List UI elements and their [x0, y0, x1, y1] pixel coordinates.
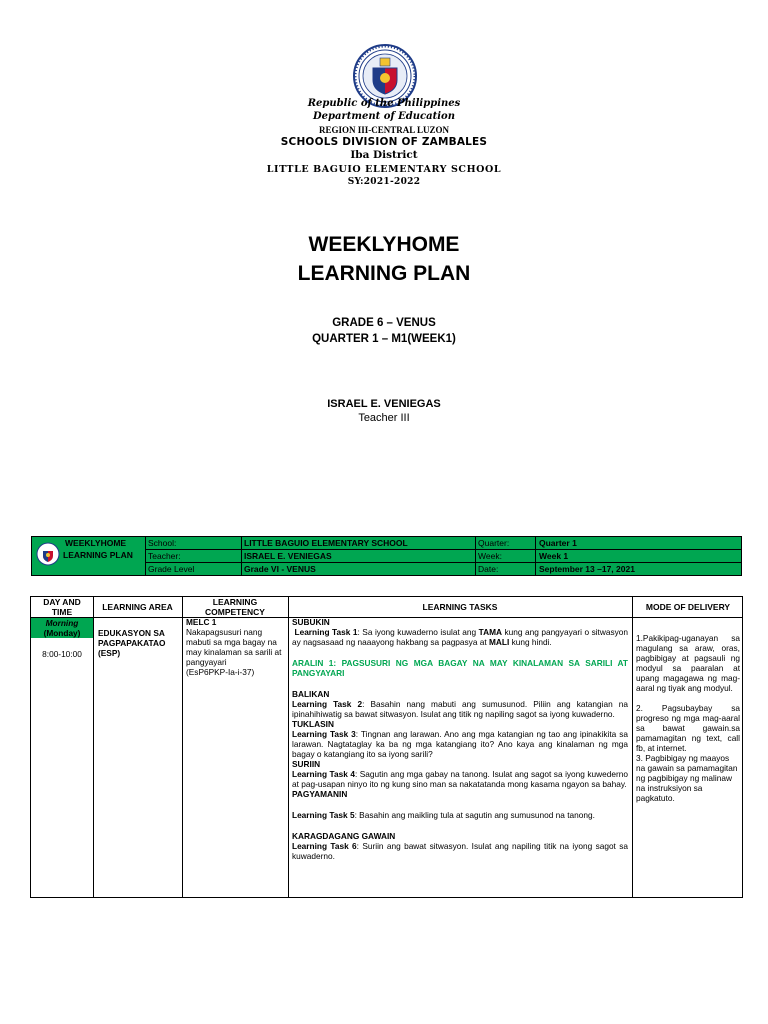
grade-text: GRADE 6 – VENUS	[332, 317, 436, 329]
task3-body: : Tingnan ang larawan. Ano ang mga katangian ng tao ang ipinakikita sa larawan. Nagtataglay ka ba ng mga katangiang ito? Ano kaya ang kinalaman ng mga bagay o katangiang ito sa iyong sarili?	[292, 729, 628, 759]
date-label: Date:	[478, 564, 499, 574]
task1-tama: TAMA	[478, 627, 502, 637]
school-value: LITTLE BAGUIO ELEMENTARY SCHOOL	[244, 538, 408, 548]
competency-ref: (EsP6PKP-Ia-i-37)	[186, 667, 255, 677]
task1-part-c: kung hindi.	[509, 637, 552, 647]
day-text: (Monday)	[43, 628, 81, 638]
region-text: REGION III-CENTRAL LUZON	[318, 125, 450, 135]
mode-of-delivery-cell	[636, 633, 740, 803]
header-competency-line1: LEARNING	[212, 597, 258, 607]
task2-body: : Basahin nang mabuti ang sumusunod. Piliin ang katangian na ipinahihiwatig sa bawat sitwasyon. Isulat ang titik ng napiling sagot sa iyong kuwaderno.	[292, 699, 628, 719]
school-year-text: SY:2021-2022	[347, 177, 421, 187]
school-name-text: LITTLE BAGUIO ELEMENTARY SCHOOL	[266, 164, 502, 175]
task3-label: Learning Task 3	[292, 729, 356, 739]
task5-label: Learning Task 5	[292, 810, 355, 820]
competency-code: MELC 1	[186, 617, 217, 627]
task5-body: : Basahin ang maikling tula at sagutin ang sumusunod na tanong.	[354, 810, 595, 820]
task4-text	[292, 769, 628, 789]
task4-body: : Sagutin ang mga gabay na tanong. Isulat ang sagot sa iyong kuwederno at pag-usapan ninyo ito ng kung sino man sa nakatatanda mong kasama ngayon sa bahay.	[292, 769, 628, 789]
republic-text: Republic of the Philippines	[307, 98, 461, 109]
pagyamanin-heading: PAGYAMANIN	[292, 789, 348, 799]
area-line3: (ESP)	[98, 648, 121, 658]
header-day-time-line1: DAY AND	[43, 597, 81, 607]
quarter-text: QUARTER 1 – M1(WEEK1)	[312, 333, 456, 345]
header-learning-tasks: LEARNING TASKS	[422, 602, 498, 612]
balikan-heading: BALIKAN	[292, 689, 330, 699]
teacher-name: ISRAEL E. VENIEGAS	[327, 398, 441, 410]
week-value: Week 1	[539, 551, 569, 561]
quarter-value: Quarter 1	[539, 538, 577, 548]
task2-text	[292, 699, 628, 719]
task1-part-a: : Sa iyong kuwaderno isulat ang	[357, 627, 479, 637]
quarter-label: Quarter:	[478, 538, 510, 548]
task4-label: Learning Task 4	[292, 769, 355, 779]
teacher-value: ISRAEL E. VENIEGAS	[244, 551, 332, 561]
task3-text	[292, 729, 628, 759]
deped-seal-small-logo	[36, 542, 60, 566]
aralin-heading: ARALIN 1: PAGSUSURI NG MGA BAGAY NA MAY KINALAMAN SA SARILI AT PANGYAYARI	[292, 658, 628, 678]
time-text: 8:00-10:00	[42, 649, 82, 659]
task5-text	[292, 810, 628, 820]
task2-label: Learning Task 2	[292, 699, 363, 709]
department-text: Department of Education	[313, 111, 455, 122]
division-text: SCHOOLS DIVISION OF ZAMBALES	[280, 136, 488, 148]
delivery-item-3: 3. Pagbibigay ng maayos na gawain sa pamamagitan ng pagbibigay ng malinaw na instruksiyon sa pagkatuto.	[636, 753, 738, 803]
task1-part-b: kung ang pangyayari o sitwasyon ay nagsasaad ng naaayong hakbang sa pagpasya at	[292, 627, 628, 647]
grade-level-value: Grade VI - VENUS	[244, 564, 316, 574]
learning-plan-table	[30, 596, 743, 898]
teacher-label: Teacher:	[148, 551, 181, 561]
school-label: School:	[148, 538, 177, 548]
learning-area-text	[98, 628, 182, 658]
title-line-1: WEEKLYHOME	[308, 233, 460, 256]
tuklasin-heading: TUKLASIN	[292, 719, 334, 729]
header-learning-competency	[182, 597, 288, 617]
task1-label: Learning Task 1	[294, 627, 358, 637]
delivery-item-2: 2. Pagsubaybay sa progreso ng mga mag-aaral sa bawat gawain.sa pamamagitan ng text, call fb, at internet.	[636, 703, 740, 753]
competency-text: Nakapagsusuri nang mabuti sa mga bagay na may kinalaman sa sarili at pangyayari	[186, 627, 282, 667]
header-learning-area: LEARNING AREA	[102, 602, 173, 612]
delivery-item-1: 1.Pakikipag-uganayan sa magulang sa araw, oras, pagbibigay at pagsauli ng modyul sa paaralan at upang magagawa ng mag-aaral ng tiyak ang modyul.	[636, 633, 740, 693]
plan-label-2: LEARNING PLAN	[63, 550, 133, 560]
competency-cell	[186, 617, 286, 677]
task1-mali: MALI	[488, 637, 510, 647]
header-day-time-line2: TIME	[51, 607, 73, 617]
task6-label: Learning Task 6	[292, 841, 357, 851]
header-day-time	[31, 597, 93, 617]
subukin-heading: SUBUKIN	[292, 617, 330, 627]
week-label: Week:	[478, 551, 502, 561]
session-text: Morning	[45, 618, 79, 628]
task1-text	[292, 627, 628, 647]
info-header-table	[31, 536, 742, 576]
task6-text	[292, 841, 628, 861]
date-value: September 13 –17, 2021	[539, 564, 635, 574]
task6-body: : Suriin ang bawat sitwasyon. Isulat ang napiling titik na iyong sagot sa kuwaderno.	[292, 841, 628, 861]
title-line-2: LEARNING PLAN	[297, 262, 471, 285]
area-line2: PAGPAPAKATAO	[98, 638, 166, 648]
karagdagang-heading: KARAGDAGANG GAWAIN	[292, 831, 396, 841]
teacher-position: Teacher III	[358, 412, 410, 424]
header-mode-of-delivery: MODE OF DELIVERY	[645, 602, 731, 612]
suriin-heading: SURIIN	[292, 759, 321, 769]
grade-level-label: Grade Level	[148, 564, 195, 574]
header-competency-line2: COMPETENCY	[205, 607, 265, 617]
plan-label-1: WEEKLYHOME	[65, 538, 127, 548]
learning-tasks-cell	[292, 617, 628, 861]
district-text: Iba District	[350, 149, 418, 161]
area-line1: EDUKASYON SA	[98, 628, 165, 638]
